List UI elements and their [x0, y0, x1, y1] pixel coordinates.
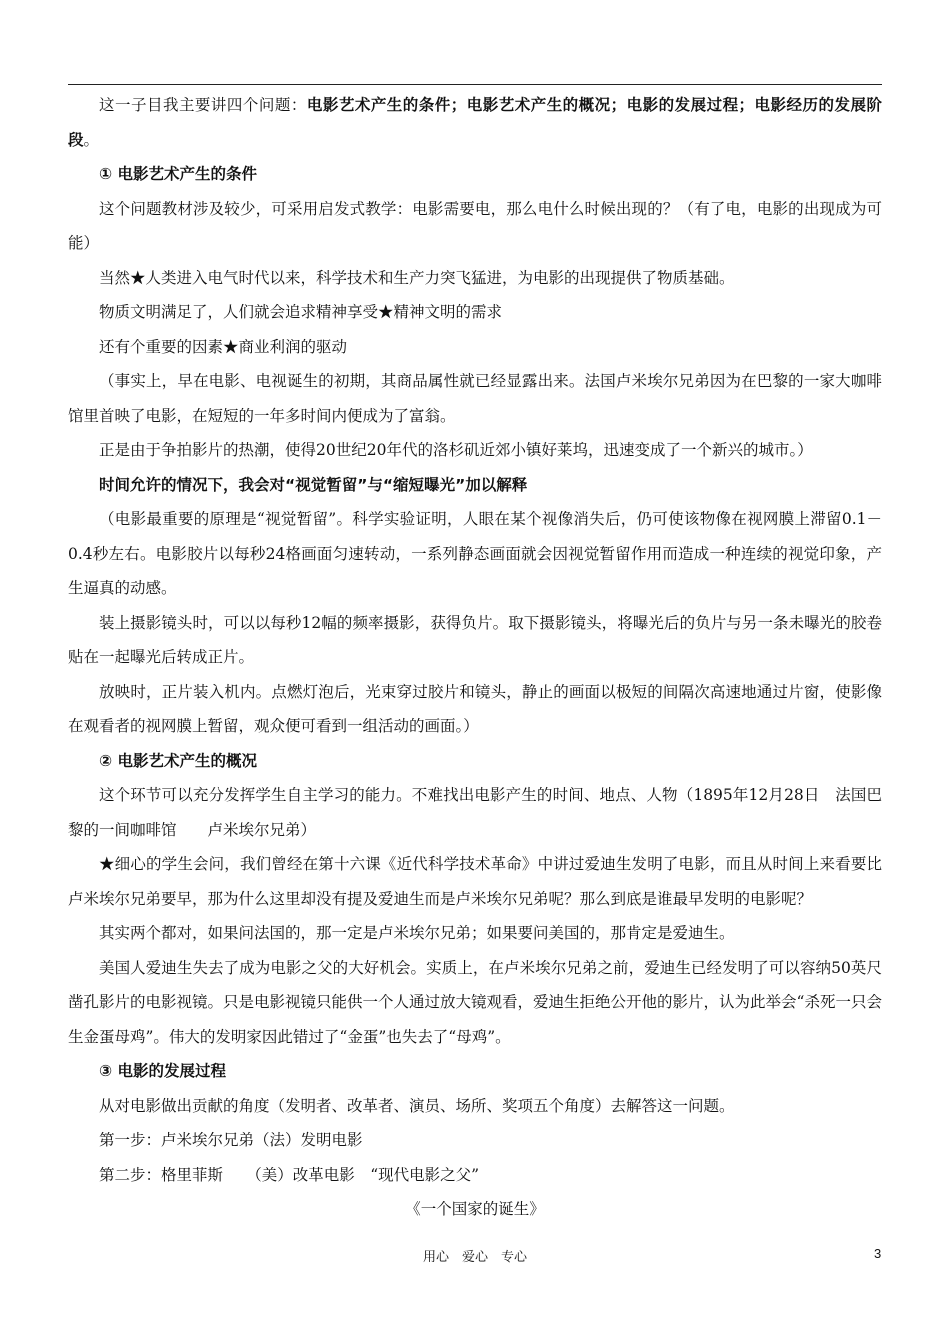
document-body [68, 88, 882, 1227]
section1-paragraph: 正是由于争拍影片的热潮，使得20世纪20年代的洛杉矶近郊小镇好莱坞，迅速变成了一个新兴的城市。） [99, 441, 813, 459]
section2-paragraph: 美国人爱迪生失去了成为电影之父的大好机会。实质上，在卢米埃尔兄弟之前，爱迪生已经发明了可以容纳50英尺凿孔影片的电影视镜。只是电影视镜只能供一个人通过放大镜观看，爱迪生拒绝公开他的影片，认为此举会“杀死一只会生金蛋母鸡”。伟大的发明家因此错过了“金蛋”也失去了“母鸡”。 [68, 958, 882, 1046]
section1-paragraph: 当然★人类进入电气时代以来，科学技术和生产力突飞猛进，为电影的出现提供了物质基础。 [99, 268, 735, 287]
section2-heading: ② 电影艺术产生的概况 [99, 751, 258, 770]
section2-paragraph: ★细心的学生会问，我们曾经在第十六课《近代科学技术革命》中讲过爱迪生发明了电影，而且从时间上来看要比卢米埃尔兄弟要早，那为什么这里却没有提及爱迪生而是卢米埃尔兄弟呢？那么到底是谁最早发明的电影呢？ [68, 855, 882, 908]
intro-bold-topics: 电影艺术产生的条件；电影艺术产生的概况；电影的发展过程；电影经历的发展阶段 [68, 96, 882, 149]
section1-paragraph: 放映时，正片装入机内。点燃灯泡后，光束穿过胶片和镜头，静止的画面以极短的间隔次高速地通过片窗，使影像在观看者的视网膜上暂留，观众便可看到一组活动的画面。） [68, 682, 882, 735]
section1-paragraph: 物质文明满足了，人们就会追求精神享受★精神文明的需求 [99, 303, 503, 321]
intro-paragraph [68, 88, 882, 157]
footer-motto: 用心 爱心 专心 [422, 1250, 527, 1265]
section2-paragraph: 这个环节可以充分发挥学生自主学习的能力。不难找出电影产生的时间、地点、人物（1895年12月28日 法国巴黎的一间咖啡馆 卢米埃尔兄弟） [68, 786, 882, 839]
section2-paragraph: 其实两个都对，如果问法国的，那一定是卢米埃尔兄弟；如果要问美国的，那肯定是爱迪生。 [99, 924, 735, 942]
section3-paragraph: 从对电影做出贡献的角度（发明者、改革者、演员、场所、奖项五个角度）去解答这一问题。 [99, 1096, 735, 1115]
header-rule [68, 84, 882, 85]
section1-paragraph: （事实上，早在电影、电视诞生的初期，其商品属性就已经显露出来。法国卢米埃尔兄弟因为在巴黎的一家大咖啡馆里首映了电影，在短短的一年多时间内便成为了富翁。 [68, 372, 882, 425]
page-number: 3 [874, 1246, 882, 1261]
section1-paragraph: （电影最重要的原理是“视觉暂留”。科学实验证明，人眼在某个视像消失后，仍可使该物像在视网膜上滞留0.1－0.4秒左右。电影胶片以每秒24格画面匀速转动，一系列静态画面就会因视觉暂留作用而造成一种连续的视觉印象，产生逼真的动感。 [68, 510, 882, 597]
section3-paragraph: 第二步：格里菲斯 （美）改革电影 “现代电影之父” [99, 1165, 480, 1184]
section3-paragraph: 第一步：卢米埃尔兄弟（法）发明电影 [99, 1131, 363, 1149]
film-title-centered: 《一个国家的诞生》 [405, 1200, 545, 1218]
intro-lead: 这一子目我主要讲四个问题： [99, 96, 307, 114]
section3-heading: ③ 电影的发展过程 [99, 1062, 227, 1080]
section1-paragraph: 还有个重要的因素★商业利润的驱动 [99, 337, 348, 356]
section1-paragraph: 这个问题教材涉及较少，可采用启发式教学：电影需要电，那么电什么时候出现的？（有了电，电影的出现成为可能） [68, 199, 882, 252]
section1-paragraph: 装上摄影镜头时，可以以每秒12幅的频率摄影，获得负片。取下摄影镜头，将曝光后的负片与另一条未曝光的胶卷贴在一起曝光后转成正片。 [68, 613, 882, 666]
section1-bold-line: 时间允许的情况下，我会对“视觉暂留”与“缩短曝光”加以解释 [99, 475, 528, 494]
section1-heading: ① 电影艺术产生的条件 [99, 165, 258, 183]
intro-tail: 。 [83, 130, 100, 149]
